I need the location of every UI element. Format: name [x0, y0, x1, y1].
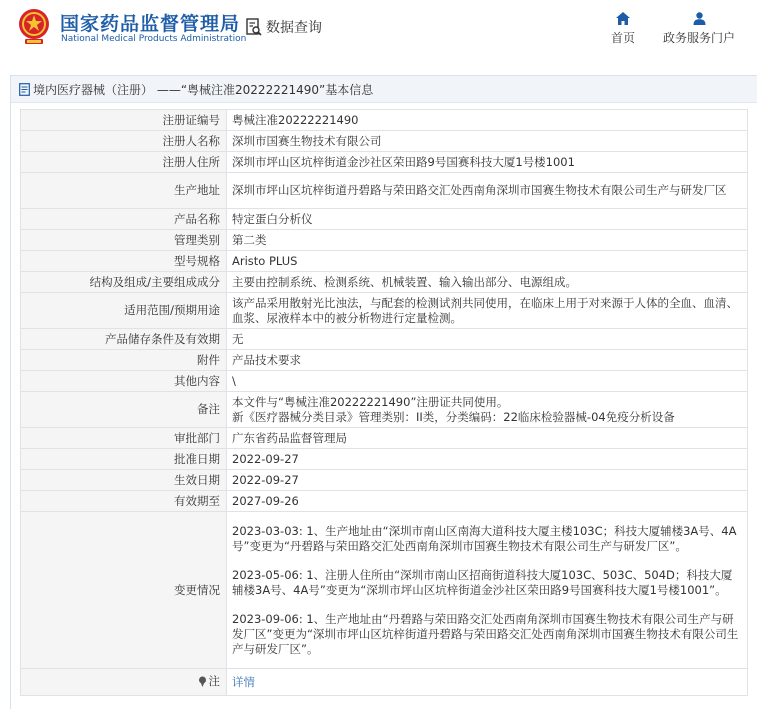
detail-panel	[10, 75, 757, 709]
table-row	[21, 512, 748, 669]
panel-title: 境内医疗器械（注册） ——“粤械注准20222221490”基本信息	[33, 82, 374, 97]
note-label	[198, 674, 221, 689]
nav-home[interactable]	[608, 12, 638, 46]
row-label: 管理类别	[21, 230, 227, 251]
row-value: 第二类	[227, 230, 748, 251]
table-row	[21, 293, 748, 329]
row-value: \	[227, 371, 748, 392]
table-row	[21, 230, 748, 251]
change-entry: 2023-05-06: 1、注册人住所由“深圳市南山区招商街道科技大厦103C、503C、504D；科技大厦辅楼3A号、4A号”变更为“深圳市坪山区坑梓街道金沙社区荣田路9号国赛科技大厦1号楼1001”。	[232, 567, 733, 597]
row-label: 生产地址	[21, 173, 227, 209]
document-icon	[19, 83, 30, 96]
row-value: 主要由控制系统、检测系统、机械装置、输入输出部分、电源组成。	[227, 272, 748, 293]
table-row	[21, 152, 748, 173]
data-query-label: 数据查询	[266, 20, 322, 36]
row-value: 广东省药品监督管理局	[227, 428, 748, 449]
change-entry: 2023-09-06: 1、生产地址由“丹碧路与荣田路交汇处西南角深圳市国赛生物技术有限公司生产与研发厂区”变更为“深圳市坪山区坑梓街道丹碧路与荣田路交汇处西南角深圳市国赛生物技术有限公司生产与研发厂区”。	[232, 611, 739, 656]
table-row	[21, 173, 748, 209]
table-row	[21, 428, 748, 449]
row-label: 备注	[21, 392, 227, 428]
table-row	[21, 329, 748, 350]
table-row	[21, 392, 748, 428]
table-row	[21, 371, 748, 392]
row-value: 2022-09-27	[227, 449, 748, 470]
row-value: 深圳市坪山区坑梓街道丹碧路与荣田路交汇处西南角深圳市国赛生物技术有限公司生产与研发厂区	[227, 173, 748, 209]
row-label: 其他内容	[21, 371, 227, 392]
table-row	[21, 131, 748, 152]
row-label: 变更情况	[21, 512, 227, 669]
row-value: 产品技术要求	[227, 350, 748, 371]
user-icon	[693, 12, 706, 25]
site-title[interactable]: 国家药品监督管理局	[60, 13, 241, 35]
site-header	[0, 0, 757, 58]
national-emblem-icon	[18, 8, 50, 46]
table-row	[21, 209, 748, 230]
home-icon	[616, 12, 630, 25]
row-value: 粤械注准20222221490	[227, 110, 748, 131]
row-label: 产品名称	[21, 209, 227, 230]
row-label: 适用范围/预期用途	[21, 293, 227, 329]
search-document-icon	[246, 18, 262, 36]
row-value: Aristo PLUS	[227, 251, 748, 272]
row-label: 型号规格	[21, 251, 227, 272]
table-row	[21, 449, 748, 470]
row-value: 深圳市国赛生物技术有限公司	[227, 131, 748, 152]
change-history	[227, 512, 748, 669]
table-row	[21, 491, 748, 512]
site-subtitle: National Medical Products Administration	[61, 34, 247, 44]
row-label: 有效期至	[21, 491, 227, 512]
row-label: 注册人名称	[21, 131, 227, 152]
row-label: 结构及组成/主要组成成分	[21, 272, 227, 293]
table-row	[21, 251, 748, 272]
data-query-link[interactable]	[246, 17, 322, 37]
remark-line: 本文件与“粤械注准20222221490”注册证共同使用。	[232, 394, 509, 409]
table-row	[21, 350, 748, 371]
table-row	[21, 470, 748, 491]
nav-home-label: 首页	[610, 31, 635, 45]
note-label-text: 注	[208, 673, 220, 688]
table-row	[21, 669, 748, 696]
detail-link[interactable]: 详情	[232, 674, 255, 689]
info-table	[20, 109, 748, 696]
row-label: 注册人住所	[21, 152, 227, 173]
pin-icon	[198, 676, 207, 687]
row-value	[227, 392, 748, 428]
row-value: 无	[227, 329, 748, 350]
row-value	[227, 669, 748, 696]
row-label: 生效日期	[21, 470, 227, 491]
change-entry: 2023-03-03: 1、生产地址由“深圳市南山区南海大道科技大厦主楼103C；科技大厦辅楼3A号、4A号”变更为“丹碧路与荣田路交汇处西南角深圳市国赛生物技术有限公司生产与研发厂区”。	[232, 523, 737, 553]
remark-line: 新《医疗器械分类目录》管理类别：II类，分类编码：22临床检验器械-04免疫分析设备	[232, 409, 675, 424]
row-value: 2027-09-26	[227, 491, 748, 512]
row-label: 审批部门	[21, 428, 227, 449]
row-label: 注册证编号	[21, 110, 227, 131]
table-row	[21, 110, 748, 131]
nav-service-portal[interactable]	[660, 12, 738, 46]
row-label: 批准日期	[21, 449, 227, 470]
row-label: 产品储存条件及有效期	[21, 329, 227, 350]
row-value: 该产品采用散射光比浊法，与配套的检测试剂共同使用，在临床上用于对来源于人体的全血、血清、血浆、尿液样本中的被分析物进行定量检测。	[227, 293, 748, 329]
row-value: 2022-09-27	[227, 470, 748, 491]
row-value: 特定蛋白分析仪	[227, 209, 748, 230]
panel-header	[11, 76, 757, 103]
row-label: 附件	[21, 350, 227, 371]
table-row	[21, 272, 748, 293]
row-label	[21, 669, 227, 696]
nav-service-label: 政务服务门户	[662, 31, 735, 45]
row-value: 深圳市坪山区坑梓街道金沙社区荣田路9号国赛科技大厦1号楼1001	[227, 152, 748, 173]
